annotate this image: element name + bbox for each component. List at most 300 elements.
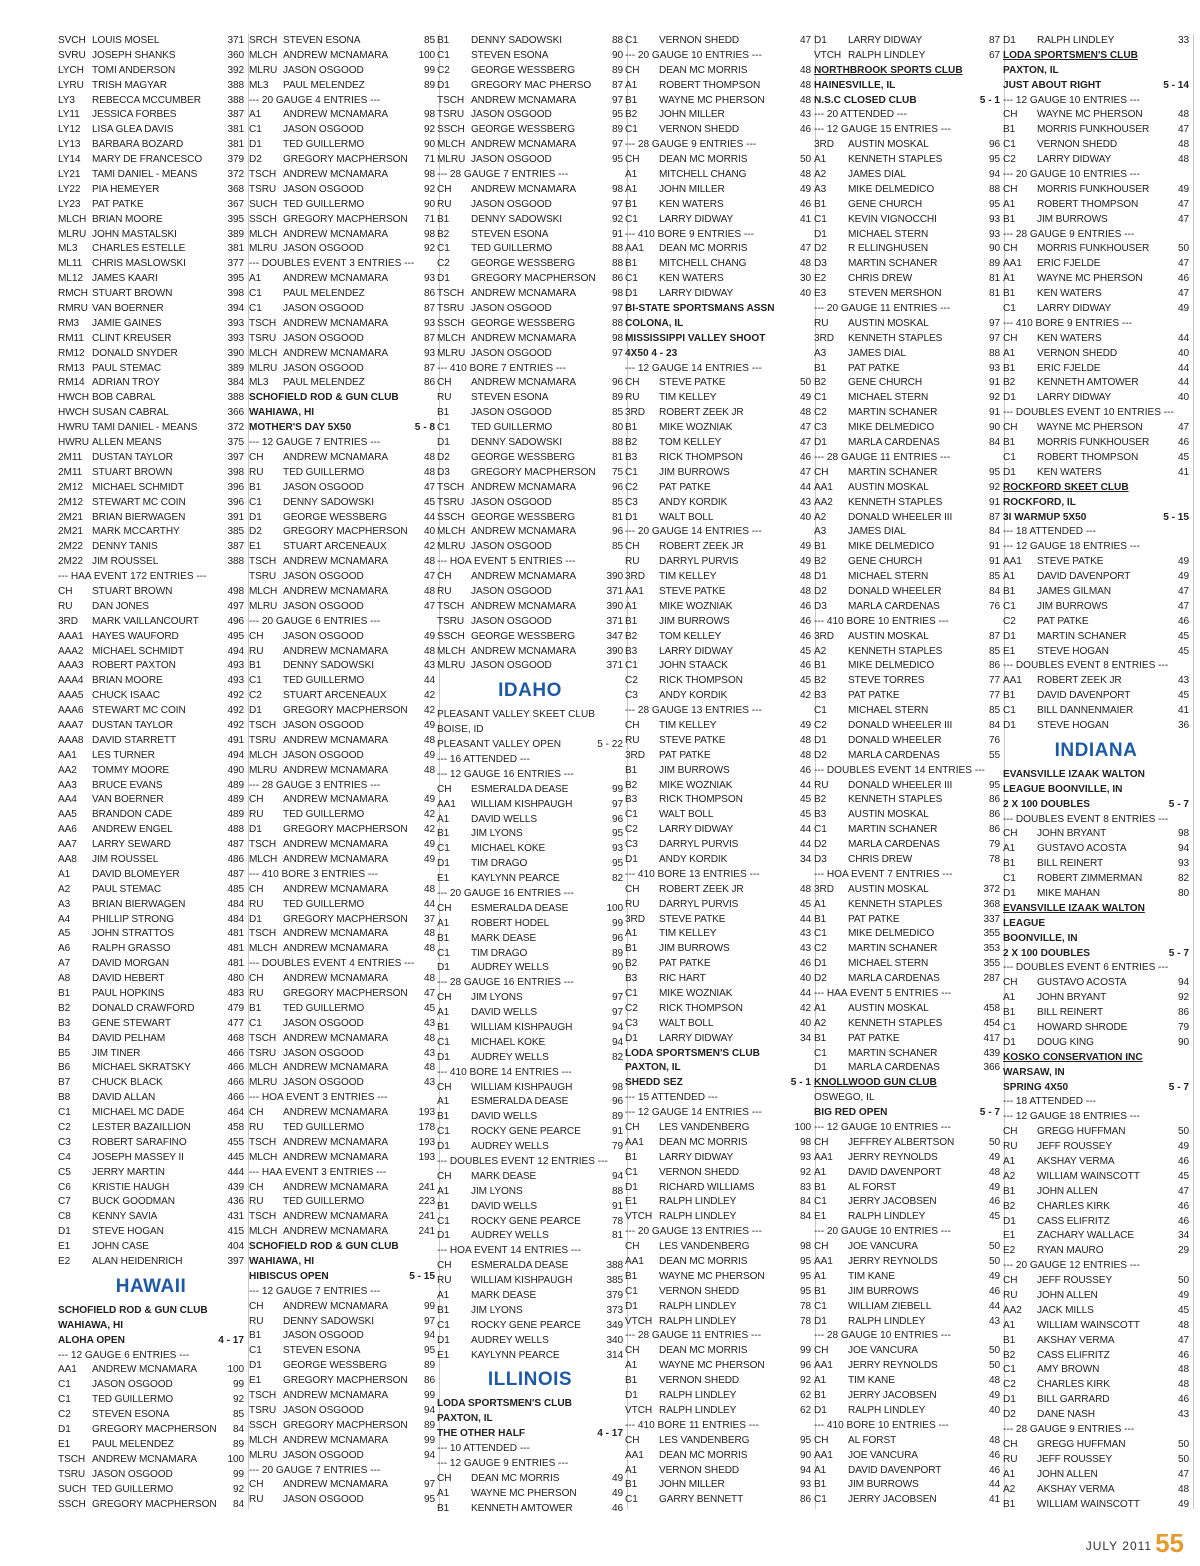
- class-code: LY11: [58, 109, 80, 121]
- shooter-name: LARRY DIDWAY: [1037, 392, 1112, 404]
- score: 48: [1177, 1379, 1189, 1391]
- score: 89: [611, 392, 623, 404]
- event-header: --- 20 GAUGE 10 ENTRIES ---: [814, 1226, 951, 1238]
- shooter-name: MICHAEL SKRATSKY: [92, 1062, 191, 1074]
- result-row: [58, 1151, 244, 1166]
- score: 44: [988, 1479, 1000, 1491]
- class-code: LY22: [58, 183, 81, 195]
- shooter-name: WALT BOLL: [659, 511, 714, 523]
- shooter-name: GREGORY MACPHERSON: [471, 273, 596, 285]
- score: 48: [799, 169, 811, 181]
- shooter-name: DUSTAN TAYLOR: [92, 451, 173, 463]
- score: 497: [227, 600, 244, 612]
- shooter-name: DAVID DAVENPORT: [848, 1464, 942, 1476]
- shooter-name: RIC HART: [659, 973, 706, 985]
- score: 417: [983, 1032, 1000, 1044]
- score: 95: [799, 1285, 811, 1297]
- result-row: [58, 1061, 244, 1076]
- result-row: [437, 1110, 623, 1125]
- shooter-name: JAMES GILMAN: [1037, 585, 1111, 597]
- shooter-name: MIKE DELMEDICO: [848, 928, 935, 940]
- class-code: B1: [437, 213, 450, 225]
- score: 76: [988, 734, 1000, 746]
- class-code: TSCH: [437, 481, 465, 493]
- score: 97: [423, 1479, 435, 1491]
- score: 90: [1177, 1036, 1189, 1048]
- result-row: [437, 917, 623, 932]
- event-header: --- 410 BORE 3 ENTRIES ---: [249, 868, 378, 880]
- result-row: [249, 540, 435, 555]
- shooter-name: JASON OSGOOD: [283, 1330, 364, 1342]
- score: 48: [1177, 1483, 1189, 1495]
- score: 496: [227, 615, 244, 627]
- class-code: A1: [625, 183, 638, 195]
- result-row: [249, 823, 435, 838]
- score: 49: [423, 719, 435, 731]
- score: 78: [988, 853, 1000, 865]
- result-row: [1003, 1453, 1189, 1468]
- score: 91: [988, 377, 1000, 389]
- score: 44: [799, 481, 811, 493]
- score: 84: [799, 1196, 811, 1208]
- result-row: [249, 213, 435, 228]
- score: 48: [1177, 1364, 1189, 1376]
- class-code: 2M12: [58, 496, 83, 508]
- class-code: CH: [814, 466, 829, 478]
- class-code: B4: [58, 1032, 71, 1044]
- class-code: A7: [58, 958, 71, 970]
- class-code: B2: [1003, 1349, 1016, 1361]
- score: 46: [799, 660, 811, 672]
- score: 85: [611, 541, 623, 553]
- class-code: C7: [58, 1196, 71, 1208]
- class-code: B1: [437, 932, 450, 944]
- score: 371: [227, 35, 244, 46]
- result-row: [249, 793, 435, 808]
- class-code: CH: [1003, 422, 1018, 434]
- score: 466: [227, 1047, 244, 1059]
- result-row: [814, 540, 1000, 555]
- class-code: TSCH: [249, 839, 277, 851]
- score: 468: [227, 1032, 244, 1044]
- shooter-name: AUSTIN MOSKAL: [848, 809, 929, 821]
- result-row: [249, 1047, 435, 1062]
- result-row: [1003, 123, 1189, 138]
- results-column-5: [814, 34, 1000, 1508]
- score: 75: [611, 466, 623, 478]
- result-row: [249, 525, 435, 540]
- class-code: C1: [58, 1379, 71, 1391]
- shooter-name: ANDREW MCNAMARA: [471, 645, 577, 657]
- score: 396: [227, 481, 244, 493]
- shooter-name: GENE CHURCH: [848, 377, 923, 389]
- shooter-name: ANDREW MCNAMARA: [471, 481, 577, 493]
- result-row: [814, 1181, 1000, 1196]
- shooter-name: ANDREW MCNAMARA: [283, 556, 389, 568]
- class-code: C2: [625, 481, 638, 493]
- score: 50: [988, 1136, 1000, 1148]
- result-row: [625, 793, 811, 808]
- result-row: [625, 719, 811, 734]
- class-code: CH: [1003, 828, 1018, 840]
- result-row: [249, 481, 435, 496]
- event-header: --- 410 BORE 7 ENTRIES ---: [437, 362, 566, 374]
- class-code: B2: [58, 1002, 71, 1014]
- shooter-name: JIM LYONS: [471, 992, 523, 1004]
- result-row: [437, 317, 623, 332]
- result-row: [814, 481, 1000, 496]
- class-code: SSCH: [437, 317, 465, 329]
- class-code: B6: [58, 1062, 71, 1074]
- shooter-name: ANDREW MCNAMARA: [283, 109, 389, 121]
- score: 241: [418, 1226, 435, 1238]
- shooter-name: MARLA CARDENAS: [848, 437, 940, 449]
- club-heading: 4X50 4 - 23: [625, 347, 678, 359]
- event-header: --- 12 GAUGE 15 ENTRIES ---: [814, 124, 951, 136]
- shooter-name: TOM KELLEY: [659, 437, 722, 449]
- class-code: C4: [58, 1151, 71, 1163]
- score: 96: [611, 813, 623, 825]
- score: 45: [423, 1002, 435, 1014]
- shooter-name: DENNY SADOWSKI: [471, 213, 562, 225]
- result-row: [1003, 1393, 1189, 1408]
- class-code: MLCH: [249, 749, 278, 761]
- class-code: B1: [58, 988, 71, 999]
- result-row: [814, 511, 1000, 526]
- class-code: D1: [814, 437, 827, 449]
- score: 44: [799, 824, 811, 836]
- class-code: E1: [814, 1211, 827, 1223]
- class-code: A2: [814, 645, 827, 657]
- result-row: [814, 1434, 1000, 1449]
- score: 48: [423, 973, 435, 985]
- score: 36: [1177, 719, 1189, 731]
- result-row: [58, 198, 244, 213]
- score: 377: [227, 258, 244, 270]
- score: 91: [611, 1126, 623, 1138]
- event-header: --- 28 GAUGE 7 ENTRIES ---: [437, 169, 569, 181]
- class-code: B1: [1003, 1007, 1016, 1019]
- result-row: [625, 406, 811, 421]
- result-row: [249, 496, 435, 511]
- score: 47: [1177, 600, 1189, 612]
- shooter-name: GREGG HUFFMAN: [1037, 1438, 1126, 1450]
- shooter-name: MICHAEL SCHMIDT: [92, 481, 184, 493]
- class-code: MLRU: [249, 600, 278, 612]
- class-code: AA7: [58, 839, 77, 851]
- result-row: [58, 436, 244, 451]
- score: 96: [799, 1360, 811, 1372]
- result-row: [249, 302, 435, 317]
- result-row: [1003, 1125, 1189, 1140]
- shooter-name: STEVE PATKE: [659, 734, 726, 746]
- state-heading: IDAHO: [498, 680, 562, 702]
- result-row: [437, 391, 623, 406]
- shooter-name: VAN BOERNER: [92, 303, 164, 315]
- score: 436: [227, 1196, 244, 1208]
- class-code: D1: [437, 273, 450, 285]
- shooter-name: DENNY SADOWSKI: [471, 35, 562, 46]
- shooter-name: HOWARD SHRODE: [1037, 1022, 1128, 1033]
- class-code: MLRU: [249, 1449, 278, 1461]
- result-row: [58, 1363, 244, 1378]
- score: 99: [423, 1390, 435, 1402]
- shooter-name: ANDREW MCNAMARA: [471, 600, 577, 612]
- shooter-name: MICHAEL KOKE: [471, 1036, 546, 1048]
- class-code: A1: [814, 1464, 827, 1476]
- class-code: C3: [625, 839, 638, 851]
- shooter-name: JASON OSGOOD: [283, 362, 364, 374]
- shooter-name: MARTIN SCHANER: [848, 824, 938, 836]
- class-code: AA1: [58, 749, 77, 761]
- score: 99: [423, 1300, 435, 1312]
- score: 93: [423, 317, 435, 329]
- class-code: D1: [58, 1226, 71, 1238]
- score: 94: [611, 1022, 623, 1033]
- result-row: [58, 779, 244, 794]
- shooter-name: VERNON SHEDD: [659, 1375, 740, 1387]
- shooter-name: JIM BURROWS: [848, 1479, 919, 1491]
- shooter-name: JIM LYONS: [471, 1304, 523, 1316]
- result-row: [58, 823, 244, 838]
- class-code: MLCH: [437, 139, 466, 151]
- class-code: B1: [1003, 288, 1016, 300]
- result-row: [58, 511, 244, 526]
- shooter-name: ANDREW MCNAMARA: [283, 1434, 389, 1446]
- class-code: SSCH: [58, 1498, 86, 1510]
- result-row: [249, 927, 435, 942]
- shooter-name: MIKE WOZNIAK: [659, 988, 733, 999]
- shooter-name: ALLEN MEANS: [92, 437, 162, 449]
- result-row: [814, 1493, 1000, 1508]
- shooter-name: JASON OSGOOD: [283, 332, 364, 344]
- result-row: [625, 257, 811, 272]
- class-code: C2: [437, 258, 450, 270]
- shooter-name: GREGORY MACPHERSON: [283, 1419, 408, 1431]
- shooter-name: PIA HEMEYER: [92, 183, 160, 195]
- score: 379: [227, 154, 244, 166]
- shooter-name: PAT PATKE: [848, 362, 900, 374]
- shooter-name: STUART ARCENEAUX: [283, 690, 387, 702]
- result-row: [437, 496, 623, 511]
- result-row: [249, 853, 435, 868]
- class-code: LYRU: [58, 79, 84, 91]
- score: 88: [988, 183, 1000, 195]
- score: 44: [1177, 377, 1189, 389]
- class-code: B1: [814, 1285, 827, 1297]
- result-row: [58, 1453, 244, 1468]
- shoot-title: [1003, 79, 1189, 94]
- result-row: [58, 585, 244, 600]
- score: 47: [1177, 1334, 1189, 1346]
- shooter-name: ESMERALDA DEASE: [471, 1260, 569, 1272]
- result-row: [58, 645, 244, 660]
- score: 495: [227, 630, 244, 642]
- shooter-name: KEN WATERS: [1037, 466, 1102, 478]
- score: 466: [227, 1062, 244, 1074]
- class-code: TSRU: [437, 303, 465, 315]
- score: 50: [1177, 1126, 1189, 1138]
- shooter-name: ANDREW MCNAMARA: [283, 1181, 389, 1193]
- shooter-name: MARY DE FRANCESCO: [92, 154, 203, 166]
- shooter-name: JASON OSGOOD: [471, 198, 552, 210]
- event-header: --- DOUBLES EVENT 8 ENTRIES ---: [1003, 660, 1169, 672]
- shooter-name: DAVID PELHAM: [92, 1032, 166, 1044]
- score: 486: [227, 853, 244, 865]
- result-row: [625, 1374, 811, 1389]
- shooter-name: ANDREW MCNAMARA: [283, 734, 389, 746]
- shooter-name: DAN JONES: [92, 600, 149, 612]
- event-header: --- 12 GAUGE 16 ENTRIES ---: [437, 768, 574, 780]
- shooter-name: JASON OSGOOD: [471, 303, 552, 315]
- result-row: [249, 347, 435, 362]
- class-code: TSRU: [249, 332, 277, 344]
- score: 360: [227, 49, 244, 61]
- score: 48: [799, 585, 811, 597]
- score: 391: [227, 511, 244, 523]
- class-code: CH: [437, 1260, 452, 1272]
- shooter-name: VERNON SHEDD: [659, 124, 740, 136]
- result-row: [437, 1334, 623, 1349]
- shooter-name: TED GUILLERMO: [471, 422, 553, 434]
- class-code: MLCH: [249, 585, 278, 597]
- shooter-name: JESSICA FORBES: [92, 109, 177, 121]
- result-row: [249, 942, 435, 957]
- shooter-name: DAVID MORGAN: [92, 958, 170, 970]
- score: 47: [1177, 124, 1189, 136]
- score: 50: [1177, 1438, 1189, 1450]
- shooter-name: MIKE WOZNIAK: [659, 600, 733, 612]
- shooter-name: JAMES KAARI: [92, 273, 158, 285]
- class-code: AA1: [814, 1256, 833, 1268]
- result-row: [58, 630, 244, 645]
- class-code: CH: [625, 883, 640, 895]
- score: 366: [983, 1062, 1000, 1074]
- shooter-name: GEORGE WESSBERG: [283, 511, 387, 523]
- shooter-name: ANDY KORDIK: [659, 690, 728, 702]
- score: 431: [227, 1211, 244, 1223]
- class-code: A2: [814, 1017, 827, 1029]
- shooter-name: ADRIAN TROY: [92, 377, 160, 389]
- event-header: --- DOUBLES EVENT 3 ENTRIES ---: [249, 258, 415, 270]
- shoot-title: [249, 421, 435, 436]
- class-code: A1: [1003, 1319, 1016, 1331]
- shooter-name: MIKE MAHAN: [1037, 887, 1100, 899]
- shooter-name: MIKE DELMEDICO: [848, 183, 935, 195]
- class-code: B1: [625, 1151, 638, 1163]
- score: 492: [227, 705, 244, 717]
- score: 241: [418, 1211, 435, 1223]
- event-header: --- 12 GAUGE 14 ENTRIES ---: [625, 1107, 762, 1119]
- class-code: AA1: [814, 1151, 833, 1163]
- result-row: [625, 242, 811, 257]
- class-code: AAA8: [58, 734, 84, 746]
- shooter-name: DONALD WHEELER III: [848, 511, 953, 523]
- class-code: ML3: [249, 79, 269, 91]
- result-row: [58, 391, 244, 406]
- shooter-name: KENNETH STAPLES: [848, 154, 943, 166]
- shooter-name: DAVID STARRETT: [92, 734, 177, 746]
- score: 45: [1177, 630, 1189, 642]
- result-row: [1003, 842, 1189, 857]
- result-row: [437, 79, 623, 94]
- result-row: [814, 1136, 1000, 1151]
- shooter-name: STEVEN MERSHON: [848, 288, 942, 300]
- result-row: [58, 1032, 244, 1047]
- results-column-1: [58, 34, 244, 1512]
- score: 92: [232, 1394, 244, 1406]
- result-row: [625, 1434, 811, 1449]
- shooter-name: BRIAN BIERWAGEN: [92, 511, 186, 523]
- class-code: RU: [625, 392, 640, 404]
- score: 95: [988, 154, 1000, 166]
- score: 95: [423, 1494, 435, 1506]
- shoot-date: 5 - 8: [414, 422, 435, 434]
- result-row: [1003, 287, 1189, 302]
- shooter-name: JEFF ROUSSEY: [1037, 1453, 1113, 1465]
- class-code: C1: [437, 1126, 450, 1138]
- shooter-name: AKSHAY VERMA: [1037, 1334, 1115, 1346]
- score: 100: [227, 1453, 244, 1465]
- result-row: [437, 1502, 623, 1517]
- class-code: D1: [1003, 466, 1016, 478]
- club-heading: LEAGUE BOONVILLE, IN: [1003, 783, 1123, 795]
- class-code: B1: [814, 362, 827, 374]
- score: 99: [799, 1345, 811, 1357]
- shooter-name: TED GUILLERMO: [283, 1122, 365, 1134]
- shooter-name: WILLIAM KISHPAUGH: [471, 1081, 573, 1093]
- shooter-name: DARRYL PURVIS: [659, 556, 739, 568]
- score: 100: [794, 1122, 811, 1134]
- score: 97: [611, 1007, 623, 1019]
- result-row: [814, 883, 1000, 898]
- shooter-name: JASON OSGOOD: [283, 630, 364, 642]
- class-code: MLRU: [437, 660, 466, 672]
- result-row: [437, 481, 623, 496]
- shooter-name: DAVID WELLS: [471, 1200, 538, 1212]
- club-heading: ROCKFORD, IL: [1003, 496, 1076, 508]
- score: 48: [988, 1166, 1000, 1178]
- class-code: CH: [625, 719, 640, 731]
- score: 50: [1177, 243, 1189, 255]
- class-code: B2: [814, 675, 827, 687]
- result-row: [437, 902, 623, 917]
- score: 49: [799, 719, 811, 731]
- result-row: [437, 1006, 623, 1021]
- score: 48: [799, 571, 811, 583]
- class-code: TSCH: [58, 1453, 86, 1465]
- score: 193: [418, 1107, 435, 1119]
- score: 40: [799, 973, 811, 985]
- result-row: [814, 749, 1000, 764]
- score: 393: [227, 332, 244, 344]
- class-code: B1: [814, 1032, 827, 1044]
- score: 50: [1177, 1275, 1189, 1287]
- score: 368: [227, 183, 244, 195]
- class-code: B1: [1003, 1498, 1016, 1510]
- score: 46: [799, 764, 811, 776]
- result-row: [1003, 1408, 1189, 1423]
- class-code: 3RD: [814, 883, 834, 895]
- score: 493: [227, 660, 244, 672]
- class-code: C1: [814, 1494, 827, 1506]
- result-row: [625, 1404, 811, 1419]
- club-heading: KOSKO CONSERVATION INC: [1003, 1051, 1143, 1063]
- shooter-name: DENNY SADOWSKI: [283, 1315, 374, 1327]
- class-code: CH: [249, 451, 264, 463]
- event-header: --- 410 BORE 10 ENTRIES ---: [814, 615, 949, 627]
- shooter-name: MARTIN SCHANER: [848, 407, 938, 419]
